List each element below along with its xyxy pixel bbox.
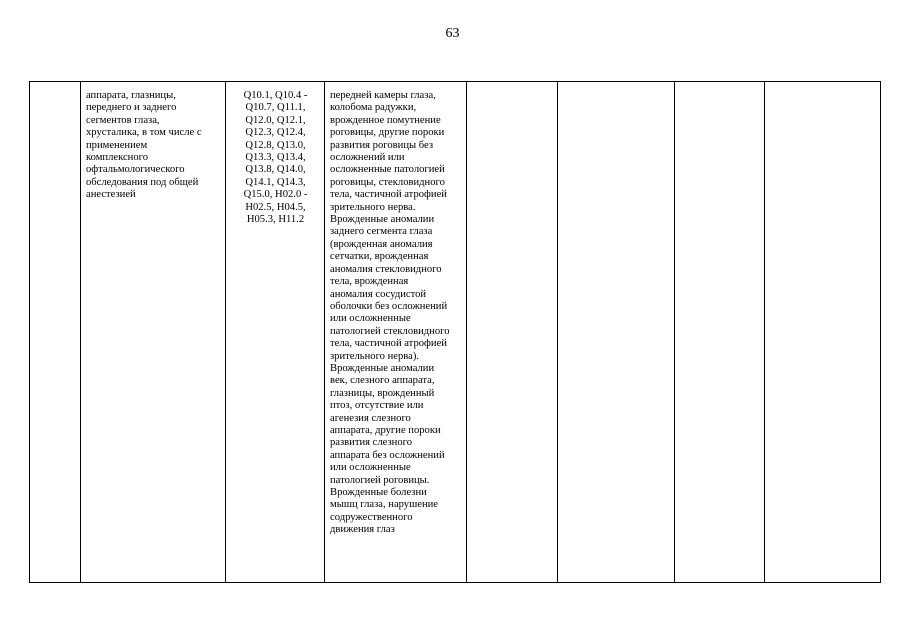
cell-text-line: оболочки без осложнений [330,300,448,312]
page-number: 63 [445,26,460,41]
cell-text-line: Q12.8, Q13.0, [245,139,306,151]
cell-text-line: движения глаз [330,524,395,536]
cell-text-line: H02.5, H04.5, [245,201,306,213]
cell-patient-model [325,82,467,583]
cell-text-line: роговицы, стекловидного [330,176,445,188]
cell-text-line: развития роговицы без [330,139,434,151]
cell-text-line: Q13.8, Q14.0, [245,164,306,176]
cell-text-line: хрусталика, в том числе с [86,127,202,139]
cell-text-line: аппарата без осложнений [330,449,445,461]
cell-text-line: зрительного нерва). [330,350,420,362]
cell-text-line: анестезией [86,189,136,201]
cell-text-line: Q15.0, H02.0 - [243,189,308,201]
cell-text-line: осложнений или [330,152,405,164]
cell-text-line: патологией стекловидного [330,325,450,337]
cell-text-line: Q12.0, Q12.1, [245,114,306,126]
cell-text-line: патологией роговицы. [330,474,430,486]
cell-text-line: роговицы, другие пороки [330,127,445,139]
cell-text-line: агенезия слезного [330,412,411,424]
cell-text-line: или осложненные [330,462,411,474]
cell-text-line: век, слезного аппарата, [330,375,435,387]
cell-text-line: колобома радужки, [330,102,417,114]
cell-text-line: аномалия сосудистой [330,288,427,300]
cell-text-line: заднего сегмента глаза [330,226,433,238]
cell-text-line: Врожденные аномалии [330,362,435,374]
cell-text-line: передней камеры глаза, [330,90,436,101]
cell-text-line: тела, врожденная [330,276,409,288]
cell-text-line: сетчатки, врожденная [330,251,429,263]
cell-text-line: тела, частичной атрофией [330,338,447,350]
cell-text-line: сегментов глаза, [86,114,160,126]
cell-text-line: глазницы, врожденный [330,387,435,399]
cell-text-line: врожденное помутнение [330,114,441,126]
cell-text-line: зрительного нерва. [330,201,416,213]
cell-text-line: Q12.3, Q12.4, [245,127,306,139]
cell-empty-5 [467,82,558,583]
table-row [30,82,881,583]
cell-empty-7 [675,82,765,583]
cell-text-line: осложненные патологией [330,164,445,176]
cell-text-line: H05.3, H11.2 [246,214,305,226]
cell-empty-8 [765,82,881,583]
cell-empty-6 [558,82,675,583]
cell-text-line: содружественного [330,511,413,523]
cell-text-line: Q10.1, Q10.4 - [243,90,308,101]
cell-text-line: (врожденная аномалия [330,238,433,250]
cell-text-line: Врожденные болезни [330,487,427,498]
cell-text-line: аномалия стекловидного [330,263,442,275]
cell-text-line: или осложненные [330,313,411,325]
cell-number [30,82,81,583]
cell-text-line: Q13.3, Q13.4, [245,152,306,164]
cell-text-line: переднего и заднего [86,102,177,114]
cell-text-line: аппарата, глазницы, [86,90,176,101]
cell-icd-codes [226,82,325,583]
cell-text-line: аппарата, другие пороки [330,424,441,436]
cell-text-line: комплексного [86,152,148,164]
cell-text-line: развития слезного [330,437,413,449]
cell-text-line: Врожденные аномалии [330,214,435,226]
cell-text-line: птоз, отсутствие или [330,400,424,412]
cell-intervention-type [81,82,226,583]
cell-text-line: тела, частичной атрофией [330,189,447,201]
cell-text-line: обследования под общей [86,176,199,188]
cell-text-line: офтальмологического [86,164,185,176]
cell-text-line: Q14.1, Q14.3, [245,176,306,188]
document-table [29,81,881,583]
cell-text-line: Q10.7, Q11.1, [245,102,306,114]
cell-text-line: мышц глаза, нарушение [330,499,439,511]
cell-text-line: применением [86,139,148,151]
